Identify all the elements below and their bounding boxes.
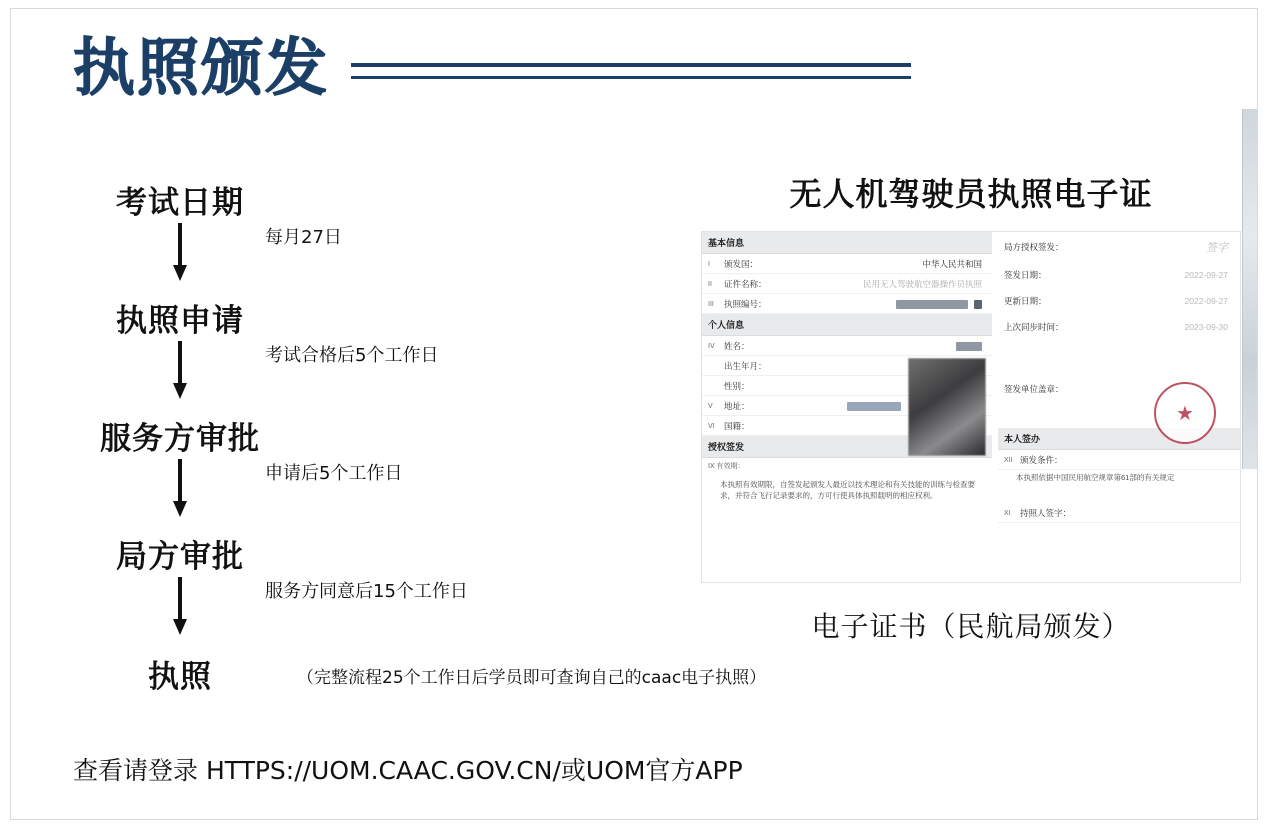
cert-row-key: 姓名： (724, 341, 750, 351)
cert-right-value: 签字 (1206, 241, 1228, 254)
certificate-title: 无人机驾驶员执照电子证 (789, 175, 1153, 213)
title-rule-lines (351, 63, 911, 79)
cert-right-key: 更新日期： (1004, 296, 1047, 306)
cert-right-value: 2023-09-30 (1184, 322, 1228, 332)
cert-row-value: 中华人民共和国 (922, 259, 982, 269)
section-header-issue: 授权签发 (702, 436, 992, 458)
page-title: 执照颁发 (73, 31, 330, 104)
slide-canvas (10, 8, 1258, 820)
cert-right-key: 签发日期： (1004, 270, 1047, 280)
cert-right-row (998, 288, 1241, 314)
title-rule-top (351, 63, 911, 67)
cert-right-value: 2022-09-27 (1184, 296, 1228, 306)
certificate-right-column (994, 232, 1241, 582)
cert-right-row (998, 262, 1241, 288)
cert-row-num: VI (708, 422, 715, 430)
arrow-down-icon (173, 223, 187, 283)
flow-step (75, 531, 635, 649)
cert-right-key: 上次同步时间： (1004, 322, 1064, 332)
title-block (73, 31, 911, 104)
next-slide-edge (1242, 109, 1257, 469)
cert-row-num: III (708, 300, 714, 308)
flow-step (75, 413, 635, 531)
certificate-left-column (702, 232, 992, 582)
cert-row-num: I (708, 260, 710, 268)
self-condition-text: 本执照依据中国民用航空规章第61部的有关规定 (1016, 473, 1175, 482)
flow-step-note: 考试合格后5个工作日 (265, 345, 439, 366)
section-header-self: 本人签办 (998, 428, 1241, 450)
validity-label: IX 有效期： (708, 463, 745, 470)
cert-right-row (998, 314, 1241, 340)
cert-row-key: 颁发条件： (1020, 455, 1063, 465)
flow-step-note: 每月27日 (265, 227, 342, 248)
arrow-down-icon (173, 459, 187, 519)
cert-row (998, 503, 1241, 523)
cert-row-num: XII (1004, 456, 1013, 464)
flow-step-label: 服务方审批 (100, 421, 260, 457)
validity-text: 本执照有效期限，自签发起颁发人最近以技术理论和有关技能的训练与检查要求，并符合飞行记录要求的，方可行使具体执照载明的相应权利。 (720, 479, 975, 500)
holder-photo (908, 358, 986, 456)
arrow-down-icon (173, 577, 187, 637)
flow-step-label: 执照 (148, 659, 212, 695)
flow-step-label: 局方审批 (116, 539, 244, 575)
arrow-down-icon (173, 341, 187, 401)
cert-row (998, 450, 1241, 470)
cert-right-key: 局方授权签发： (1004, 242, 1064, 252)
cert-row-value-redacted (810, 299, 986, 309)
cert-row-num: XI (1004, 509, 1011, 517)
cert-row-key: 颁发国： (724, 259, 759, 269)
cert-row-key: 性别： (724, 381, 750, 391)
section-header-basic: 基本信息 (702, 232, 992, 254)
cert-row (702, 274, 992, 294)
cert-right-value: 2022-09-27 (1184, 270, 1228, 280)
cert-row-num: IV (708, 342, 715, 350)
cert-row-key: 出生年月： (724, 361, 767, 371)
flow-step-note: 申请后5个工作日 (265, 463, 403, 484)
cert-row-key: 地址： (724, 401, 750, 411)
cert-right-row (998, 232, 1241, 262)
flow-step-final (75, 649, 767, 709)
cert-row-key: 证件名称： (724, 279, 767, 289)
title-rule-bottom (351, 76, 911, 79)
cert-row (702, 294, 992, 314)
flow-step (75, 295, 635, 413)
flow-step-label: 执照申请 (116, 303, 244, 339)
cert-row-value-redacted (810, 341, 986, 351)
flow-step-note: 服务方同意后15个工作日 (265, 581, 468, 602)
official-seal-icon: ★ (1154, 382, 1216, 444)
flow-step-label: 考试日期 (116, 185, 244, 221)
cert-row-value: 民用无人驾驶航空器操作员执照 (862, 279, 982, 289)
flow-final-note: （完整流程25个工作日后学员即可查询自己的caac电子执照） (297, 668, 767, 688)
cert-row-key: 执照编号： (724, 299, 767, 309)
cert-row-key: 持照人签字： (1020, 508, 1072, 519)
cert-row (702, 254, 992, 274)
cert-row (702, 336, 992, 356)
cert-row-key: 国籍： (724, 421, 750, 431)
cert-row-num: II (708, 280, 712, 288)
certificate-image (701, 231, 1241, 583)
flow-step (75, 177, 635, 295)
cert-row-num: V (708, 402, 713, 410)
cert-right-key: 签发单位盖章： (1004, 384, 1064, 394)
certificate-caption: 电子证书（民航局颁发） (811, 610, 1131, 643)
section-header-personal: 个人信息 (702, 314, 992, 336)
footer-link-text: 查看请登录 HTTPS://UOM.CAAC.GOV.CN/或UOM官方APP (73, 756, 743, 785)
